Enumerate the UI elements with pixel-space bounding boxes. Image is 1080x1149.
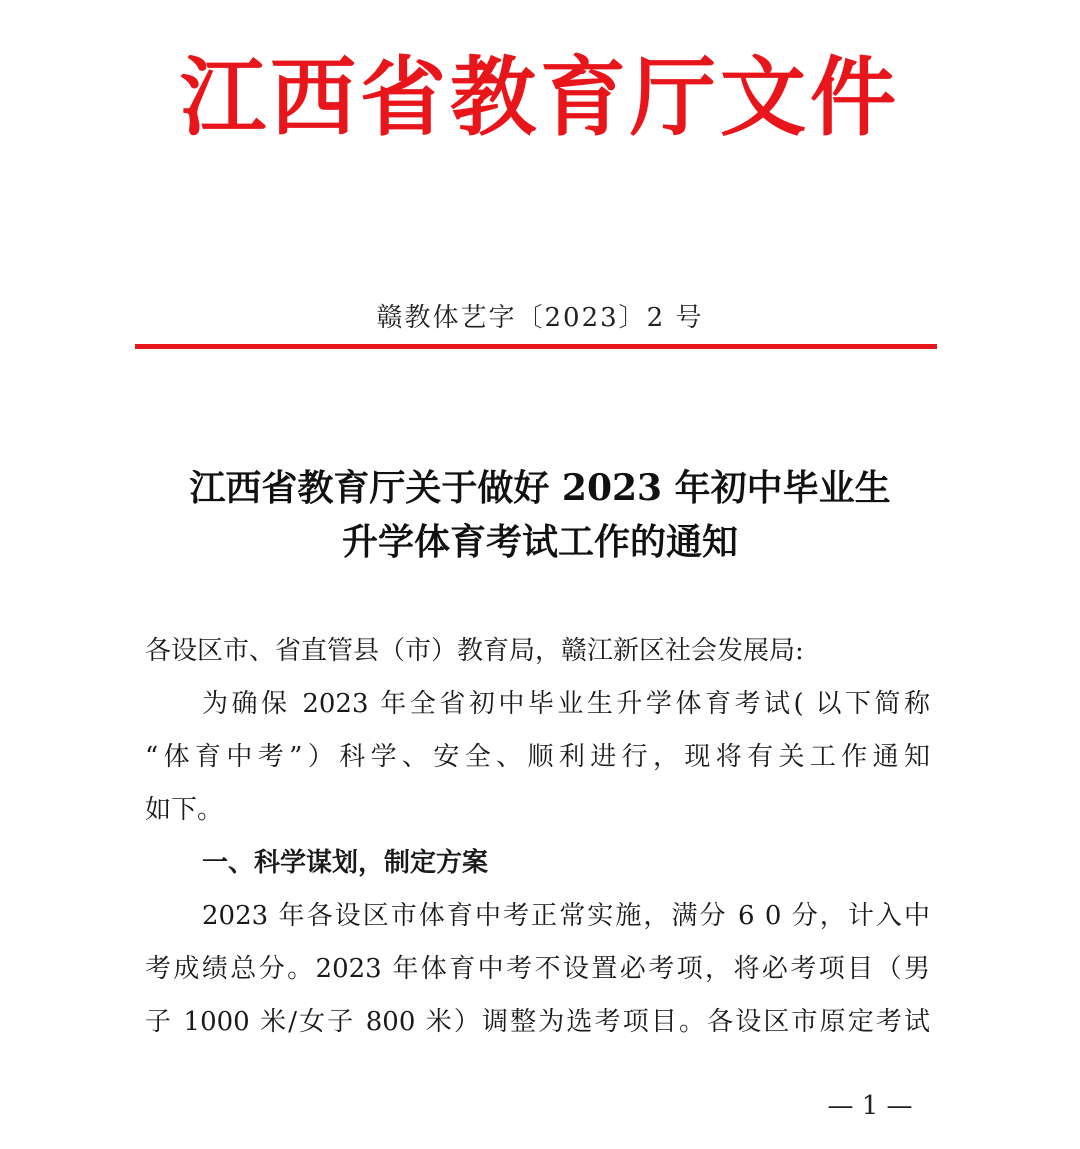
paragraph-1-line-2: “体育中考”）科学、安全、顺利进行，现将有关工作通知 (145, 742, 930, 772)
paragraph-2-line-1: 2023 年各设区市体育中考正常实施，满分 6 0 分，计入中 (202, 901, 930, 931)
paragraph-1-line-3: 如下。 (145, 795, 224, 825)
masthead-title: 江西省教育厅文件 (180, 47, 900, 148)
notice-title-line-1: 江西省教育厅关于做好 2023 年初中毕业生 (189, 467, 891, 509)
red-divider-line (135, 344, 937, 349)
paragraph-2-line-3: 子 1000 米/女子 800 米）调整为选考项目。各设区市原定考试 (145, 1007, 930, 1037)
paragraph-2-line-2: 考成绩总分。2023 年体育中考不设置必考项，将必考项目（男 (145, 954, 930, 984)
paragraph-1-line-1: 为确保 2023 年全省初中毕业生升学体育考试( 以下简称 (202, 689, 930, 719)
notice-title-line-2: 升学体育考试工作的通知 (341, 521, 738, 563)
section-1-heading: 一、科学谋划，制定方案 (202, 848, 489, 878)
page-number: — 1 — (827, 1091, 913, 1121)
document-number: 赣教体艺字〔2023〕2 号 (376, 303, 704, 333)
addressee: 各设区市、省直管县（市）教育局，赣江新区社会发展局: (145, 636, 804, 666)
